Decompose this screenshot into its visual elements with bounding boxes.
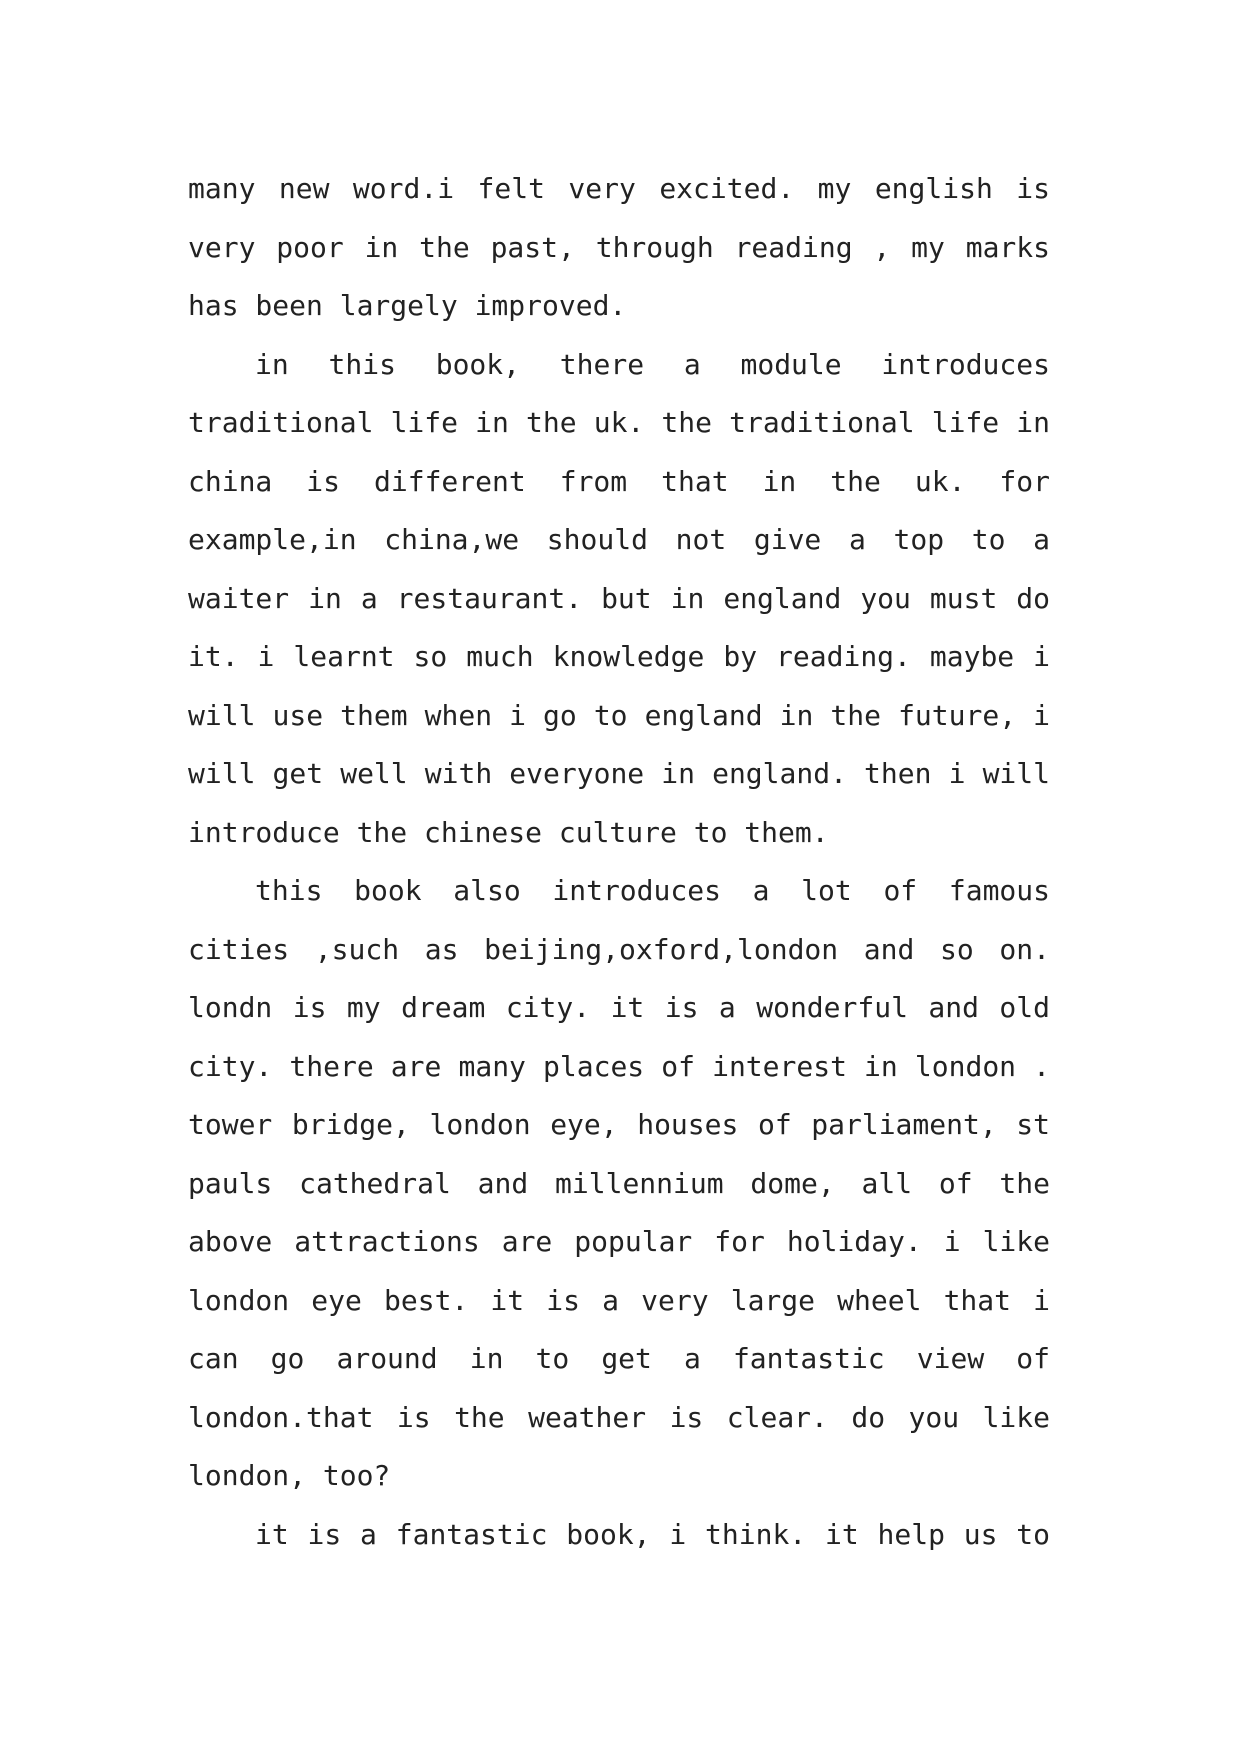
text-line: it. i learnt so much knowledge by reading. maybe i [188,640,1050,673]
body-text [188,160,1050,1564]
text-line: many new word.i felt very excited. my english is [188,172,1050,205]
text-line: london, too? [188,1459,391,1492]
text-line: cities ,such as beijing,oxford,london and so on. [188,932,1050,966]
text-line: china is different from that in the uk. for [188,464,1050,498]
paragraph-first-line: in this book, there a module introduces [255,347,1050,381]
text-line: londn is my dream city. it is a wonderful and old [188,991,1050,1024]
text-line: waiter in a restaurant. but in england you must do [188,581,1050,615]
text-line: will use them when i go to england in the future, i [188,698,1050,732]
text-line: has been largely improved. [188,289,627,322]
text-line: city. there are many places of interest in london . [188,1049,1050,1083]
text-line: can go around in to get a fantastic view of [188,1342,1050,1375]
text-line: example,in china,we should not give a top to a [188,523,1050,556]
text-line: london.that is the weather is clear. do you like [188,1400,1050,1434]
text-line: traditional life in the uk. the traditional life in [188,406,1050,439]
text-line: introduce the chinese culture to them. [188,815,829,849]
text-line: very poor in the past, through reading , my marks [188,230,1050,264]
text-line: pauls cathedral and millennium dome, all of the [188,1166,1050,1200]
text-line: london eye best. it is a very large wheel that i [188,1283,1050,1317]
text-line: above attractions are popular for holiday. i like [188,1225,1050,1258]
paragraph-first-line: this book also introduces a lot of famous [255,874,1050,907]
text-line: will get well with everyone in england. then i will [188,757,1050,790]
paragraph-first-line: it is a fantastic book, i think. it help us to [255,1517,1050,1551]
text-line: tower bridge, london eye, houses of parliament, st [188,1108,1050,1141]
